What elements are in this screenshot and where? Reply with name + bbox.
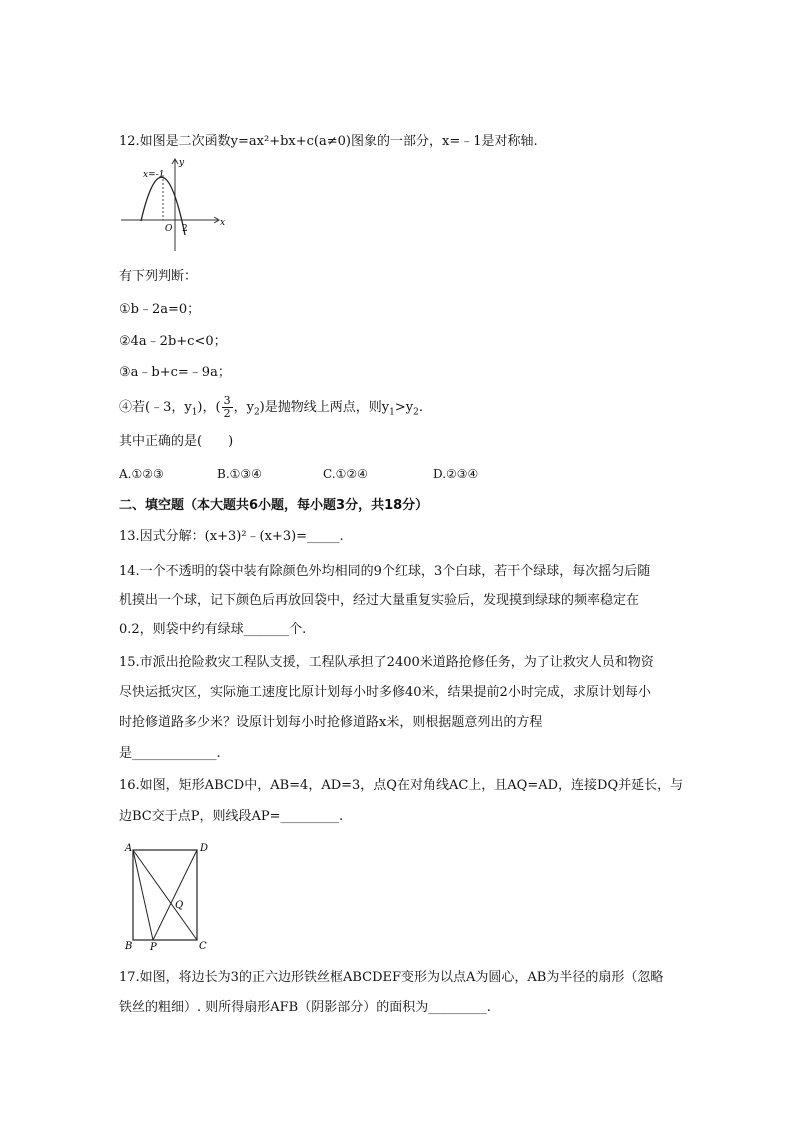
q16-label-p: P [150,942,157,953]
q17-line-1: 17.如图，将边长为3的正六边形铁丝框ABCDEF变形为以点A为圆心，AB为半径的扇形（忽略 [119,970,664,985]
q12-origin-label: O [165,224,173,234]
q12-option-a: A.①②③ [119,467,164,481]
q12-y-label: y [179,158,185,168]
q12-parabola-figure [119,155,229,257]
q16-label-q: Q [175,900,184,911]
q16-label-b: B [125,941,133,952]
q15-line-2: 尽快运抵灾区，实际施工速度比原计划每小时多修40米，结果提前2小时完成，求原计划每小 [119,685,651,700]
q15-line-1: 15.市派出抢险救灾工程队支援，工程队承担了2400米道路抢修任务，为了让救灾人员和物资 [119,655,654,670]
q16-line-1: 16.如图，矩形ABCD中，AB=4，AD=3，点Q在对角线AC上，且AQ=AD，连接DQ并延长，与 [119,778,684,793]
q17-line-2: 铁丝的粗细）. 则所得扇形AFB（阴影部分）的面积为_________. [119,1000,491,1015]
q16-label-a: A [125,843,133,854]
q16-rectangle-figure [119,838,215,954]
q12-root-label: 2 [182,224,188,234]
q12-option-d: D.②③④ [433,467,479,481]
q14-line-1: 14.一个不透明的袋中装有除颜色外均相同的9个红球，3个白球，若干个绿球，每次摇匀后随 [119,564,651,579]
q12-sym-label: x=-1 [143,170,165,180]
q16-line-2: 边BC交于点P，则线段AP=_________. [119,809,344,824]
q15-line-4: 是_____________. [119,746,221,761]
q12-stem: 12.如图是二次函数y=ax²+bx+c(a≠0)图象的一部分，x=﹣1是对称轴. [119,134,538,149]
q15-line-3: 时抢修道路多少米？设原计划每小时抢修道路x米，则根据题意列出的方程 [119,715,543,730]
q12-statement-2: ②4a﹣2b+c<0； [119,334,227,349]
q12-intro: 有下列判断： [119,269,198,284]
q12-x-label: x [220,218,226,228]
q12-statement-3: ③a﹣b+c=﹣9a； [119,365,231,380]
q16-label-c: C [199,941,207,952]
q13-text: 13.因式分解：(x+3)²﹣(x+3)=_____. [119,529,344,544]
section-2-heading: 二、填空题（本大题共6小题，每小题3分，共18分） [119,498,429,513]
q12-statement-1: ①b﹣2a=0； [119,302,201,317]
q12-statement-4: ④若(﹣3，$y_1$)，( $\frac{3}{2}$ ，$y_2$)是抛物线上两点，则$y_1>y_2$. [119,394,423,420]
q16-label-d: D [200,843,209,854]
q14-line-2: 机摸出一个球，记下颜色后再放回袋中，经过大量重复实验后，发现摸到绿球的频率稳定在 [119,593,640,608]
fraction-three-halves: $\frac{3}{2}$ [223,394,231,420]
q12-ask: 其中正确的是( ) [119,434,234,449]
q12-option-c: C.①②④ [323,467,368,481]
q14-line-3: 0.2，则袋中约有绿球_______个. [119,622,307,637]
q12-option-b: B.①③④ [217,467,262,481]
